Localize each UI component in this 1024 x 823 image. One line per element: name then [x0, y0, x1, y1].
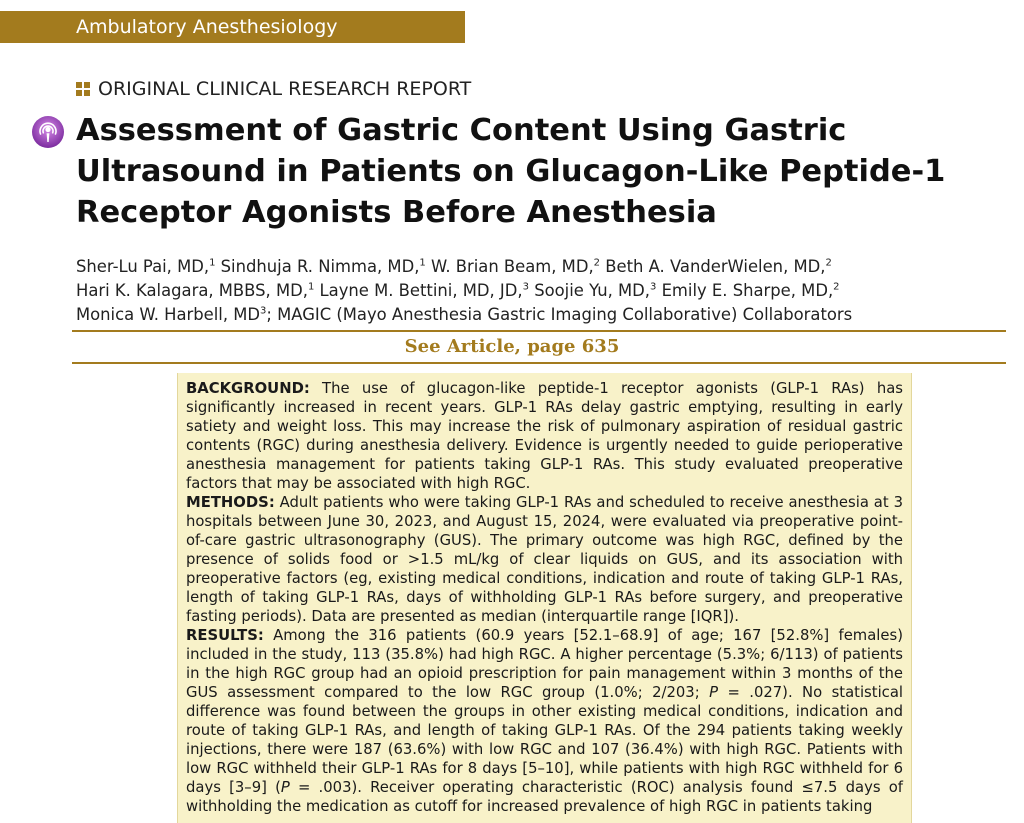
divider-top — [72, 330, 1006, 332]
abstract-background — [186, 379, 903, 493]
author-name: Monica W. Harbell, MD — [76, 305, 261, 324]
methods-label: METHODS: — [186, 494, 275, 511]
p-value-symbol: P — [709, 684, 719, 701]
results-text: = .003). Receiver operating characteristic (ROC) analysis found ≤7.5 days of withholding the medication as cutoff for increased prevalence of high RGC in patients taking — [186, 779, 903, 815]
affiliation-marker: 2 — [833, 281, 840, 293]
affiliation-marker: 2 — [593, 257, 601, 269]
affiliation-marker: 3 — [260, 305, 267, 317]
divider-bottom — [72, 362, 1006, 364]
article-type-label — [76, 78, 471, 100]
article-title: Assessment of Gastric Content Using Gastric Ultrasound in Patients on Glucagon-Like Peptide-1 Receptor Agonists Before Anesthesia — [76, 113, 946, 230]
collaborators-text: ; MAGIC (Mayo Anesthesia Gastric Imaging Collaborative) Collaborators — [266, 305, 853, 324]
affiliation-marker: 2 — [825, 257, 832, 269]
results-text: Among the 316 patients (60.9 years [52.1–68.9] of age; 167 [52.8%] females) included in the study, 113 (35.8%) had high RGC. A higher percentage (5.3%; 6/113) of patients in the high RGC group had an opioid prescription for pain management within 3 months of the GUS assessment compared to the low RGC group (1.0%; 2/203; — [186, 627, 903, 701]
background-text: The use of glucagon-like peptide-1 receptor agonists (GLP-1 RAs) has significantly increased in recent years. GLP-1 RAs delay gastric emptying, resulting in early satiety and weight loss. This may increase the risk of pulmonary aspiration of residual gastric contents (RGC) during anesthesia delivery. Evidence is urgently needed to guide perioperative anesthesia management for patients taking GLP-1 RAs. This study evaluated preoperative factors that may be associated with high RGC. — [186, 380, 903, 492]
author-list — [76, 255, 1016, 327]
author-name: Sindhuja R. Nimma, MD, — [220, 257, 420, 276]
affiliation-marker: 3 — [649, 281, 657, 293]
methods-text: Adult patients who were taking GLP-1 RAs and scheduled to receive anesthesia at 3 hospitals between June 30, 2023, and August 15, 2024, were evaluated via preoperative point-of-care gastric ultrasonography (GUS). The primary outcome was high RGC, defined by the presence of solids food or >1.5 mL/kg of clear liquids on GUS, and its association with preoperative factors (eg, existing medical conditions, indication and route of taking GLP-1 RAs, length of taking GLP-1 RAs, days of withholding GLP-1 RAs before surgery, and preoperative fasting periods). Data are presented as median (interquartile range [IQR]). — [186, 494, 903, 625]
author-name: Beth A. VanderWielen, MD, — [605, 257, 826, 276]
author-name: Hari K. Kalagara, MBBS, MD, — [76, 281, 308, 300]
abstract-box — [177, 373, 912, 823]
podcast-microphone-icon[interactable] — [31, 115, 65, 149]
author-name: Layne M. Bettini, MD, JD, — [319, 281, 523, 300]
grid-square-icon — [76, 82, 90, 96]
banner-title: Ambulatory Anesthesiology — [76, 16, 338, 38]
affiliation-marker: 1 — [209, 257, 216, 269]
abstract-results — [186, 626, 903, 816]
see-article-link[interactable]: See Article, page 635 — [404, 336, 620, 357]
results-text: = .027). No statistical difference was found between the groups in other existing medical conditions, indication and route of taking GLP-1 RAs, and length of taking GLP-1 RAs. Of the 294 patients taking weekly injections, there were 187 (63.6%) with low RGC and 107 (36.4%) with high RGC. Patients with low RGC withheld their GLP-1 RAs for 8 days [5–10], while patients with high RGC withheld for 6 days [3–9] ( — [186, 684, 903, 796]
affiliation-marker: 1 — [419, 257, 426, 269]
author-name: Emily E. Sharpe, MD, — [661, 281, 834, 300]
background-label: BACKGROUND: — [186, 380, 310, 397]
affiliation-marker: 3 — [522, 281, 529, 293]
affiliation-marker: 1 — [307, 281, 315, 293]
author-name: W. Brian Beam, MD, — [431, 257, 594, 276]
results-label: RESULTS: — [186, 627, 264, 644]
abstract-methods — [186, 493, 903, 626]
journal-section-banner — [0, 11, 465, 43]
author-name: Soojie Yu, MD, — [534, 281, 650, 300]
p-value-symbol: P — [280, 779, 290, 796]
author-name: Sher-Lu Pai, MD, — [76, 257, 210, 276]
article-type-text: ORIGINAL CLINICAL RESEARCH REPORT — [98, 78, 472, 100]
